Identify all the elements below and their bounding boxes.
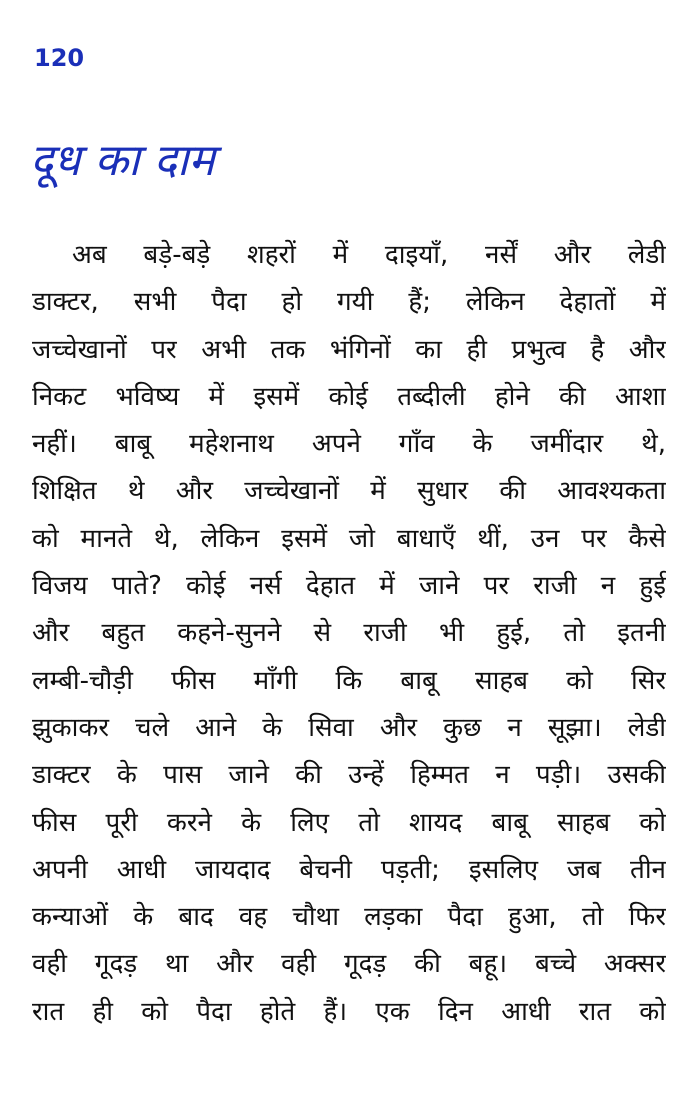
- text-line: झुकाकर चले आने के सिवा और कुछ न सूझा। लेडी: [32, 712, 666, 743]
- text-line: निकट भविष्य में इसमें कोई तब्दीली होने की आशा: [32, 381, 666, 412]
- text-line: नहीं। बाबू महेशनाथ अपने गाँव के जमींदार थे,: [32, 429, 666, 460]
- text-line: और बहुत कहने-सुनने से राजी भी हुई, तो इतनी: [32, 618, 666, 649]
- text-line: वही गूदड़ था और वही गूदड़ की बहू। बच्चे अक्सर: [32, 949, 666, 980]
- text-line: अब बड़े-बड़े शहरों में दाइयाँ, नर्सें और लेडी: [72, 240, 666, 270]
- text-line: डाक्टर के पास जाने की उन्हें हिम्मत न पड़ी। उसकी: [32, 760, 666, 791]
- page-number: 120: [34, 44, 85, 72]
- text-line: फीस पूरी करने के लिए तो शायद बाबू साहब को: [32, 807, 666, 838]
- text-line: को मानते थे, लेकिन इसमें जो बाधाएँ थीं, उन पर कैसे: [32, 523, 666, 554]
- text-line: शिक्षित थे और जच्चेखानों में सुधार की आवश्यकता: [32, 476, 666, 507]
- text-line: डाक्टर, सभी पैदा हो गयी हैं; लेकिन देहातों में: [32, 287, 666, 318]
- body-text: [32, 232, 666, 1036]
- text-line: रात ही को पैदा होते हैं। एक दिन आधी रात को: [32, 996, 666, 1027]
- text-line: अपनी आधी जायदाद बेचनी पड़ती; इसलिए जब तीन: [32, 854, 666, 885]
- text-line: लम्बी-चौड़ी फीस माँगी कि बाबू साहब को सिर: [32, 665, 666, 696]
- story-title: दूध का दाम: [30, 135, 215, 186]
- text-line: जच्चेखानों पर अभी तक भंगिनों का ही प्रभुत्व है और: [32, 334, 666, 365]
- text-line: कन्याओं के बाद वह चौथा लड़का पैदा हुआ, तो फिर: [32, 902, 666, 933]
- text-line: विजय पाते? कोई नर्स देहात में जाने पर राजी न हुई: [32, 571, 666, 602]
